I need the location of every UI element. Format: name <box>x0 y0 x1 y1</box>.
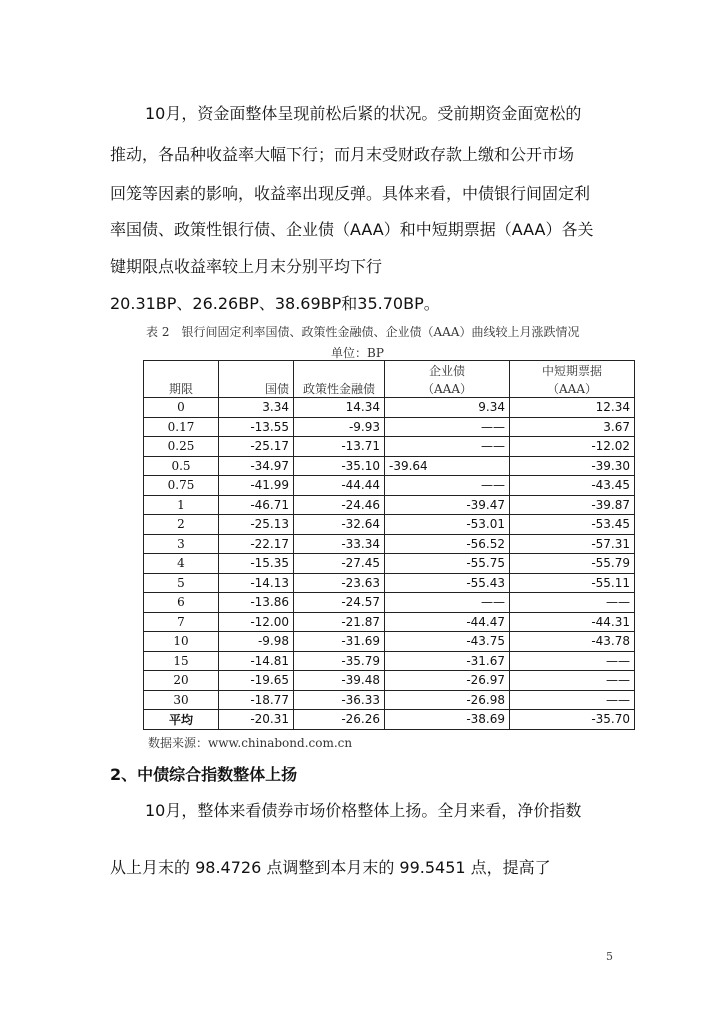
header-term: 期限 <box>144 379 219 398</box>
cell-mtn: -55.79 <box>510 554 635 574</box>
table-row <box>144 690 635 710</box>
cell-mtn: -57.31 <box>510 534 635 554</box>
cell-corp: -55.43 <box>385 573 510 593</box>
cell-policy: -26.26 <box>294 710 385 730</box>
cell-policy: -31.69 <box>294 632 385 652</box>
table-row <box>144 417 635 437</box>
cell-term: 3 <box>144 534 219 554</box>
cell-mtn: -39.30 <box>510 456 635 476</box>
table-row <box>144 554 635 574</box>
table-unit: 单位：BP <box>331 346 384 360</box>
table-header-row-bottom <box>144 379 635 398</box>
header-corp-bottom: （AAA） <box>385 379 510 398</box>
cell-govt: -34.97 <box>219 456 294 476</box>
cell-mtn: -44.31 <box>510 612 635 632</box>
cell-policy: -27.45 <box>294 554 385 574</box>
cell-corp: -26.97 <box>385 671 510 691</box>
paragraph-line: 20.31BP、26.26BP、38.69BP和35.70BP。 <box>110 294 440 313</box>
table-header-row-top <box>144 361 635 380</box>
cell-policy: -35.79 <box>294 651 385 671</box>
cell-policy: -33.34 <box>294 534 385 554</box>
paragraph-line: 回笼等因素的影响，收益率出现反弹。具体来看，中债银行间固定利 <box>110 184 591 203</box>
cell-govt: -46.71 <box>219 495 294 515</box>
cell-corp: -38.69 <box>385 710 510 730</box>
cell-corp: 9.34 <box>385 398 510 418</box>
cell-corp: -55.75 <box>385 554 510 574</box>
cell-mtn: —— <box>510 593 635 613</box>
header-govt-top <box>219 361 294 380</box>
cell-policy: -23.63 <box>294 573 385 593</box>
cell-term: 5 <box>144 573 219 593</box>
cell-govt: -41.99 <box>219 476 294 496</box>
table-row <box>144 651 635 671</box>
cell-corp: -53.01 <box>385 515 510 535</box>
cell-corp: -26.98 <box>385 690 510 710</box>
cell-term: 7 <box>144 612 219 632</box>
cell-govt: -15.35 <box>219 554 294 574</box>
cell-mtn: -35.70 <box>510 710 635 730</box>
cell-term: 6 <box>144 593 219 613</box>
cell-govt: -9.98 <box>219 632 294 652</box>
paragraph-line: 键期限点收益率较上月末分别平均下行 <box>110 257 383 276</box>
cell-term: 平均 <box>144 710 219 730</box>
cell-policy: -24.57 <box>294 593 385 613</box>
page-number: 5 <box>606 950 613 963</box>
cell-mtn: -55.11 <box>510 573 635 593</box>
cell-term: 0.75 <box>144 476 219 496</box>
paragraph-line: 10月，资金面整体呈现前松后紧的状况。受前期资金面宽松的 <box>145 104 582 123</box>
table-row <box>144 593 635 613</box>
cell-mtn: 3.67 <box>510 417 635 437</box>
cell-policy: 14.34 <box>294 398 385 418</box>
cell-corp: -39.64 <box>385 456 510 476</box>
cell-govt: 3.34 <box>219 398 294 418</box>
cell-policy: -24.46 <box>294 495 385 515</box>
section-heading: 2、中债综合指数整体上扬 <box>110 765 298 784</box>
cell-term: 10 <box>144 632 219 652</box>
table-row <box>144 456 635 476</box>
table-row <box>144 710 635 730</box>
yield-change-table <box>143 360 635 730</box>
cell-corp: —— <box>385 476 510 496</box>
cell-govt: -12.00 <box>219 612 294 632</box>
cell-mtn: —— <box>510 690 635 710</box>
cell-policy: -32.64 <box>294 515 385 535</box>
cell-corp: -31.67 <box>385 651 510 671</box>
cell-policy: -44.44 <box>294 476 385 496</box>
cell-govt: -18.77 <box>219 690 294 710</box>
cell-govt: -13.86 <box>219 593 294 613</box>
cell-term: 0 <box>144 398 219 418</box>
header-corp-top: 企业债 <box>385 361 510 380</box>
table-row <box>144 495 635 515</box>
header-govt: 国债 <box>219 379 294 398</box>
table-row <box>144 515 635 535</box>
cell-policy: -21.87 <box>294 612 385 632</box>
cell-govt: -14.13 <box>219 573 294 593</box>
cell-govt: -25.17 <box>219 437 294 457</box>
header-policy: 政策性金融债 <box>294 379 385 398</box>
table-row <box>144 632 635 652</box>
cell-policy: -36.33 <box>294 690 385 710</box>
cell-corp: —— <box>385 437 510 457</box>
cell-term: 0.5 <box>144 456 219 476</box>
header-term-top <box>144 361 219 380</box>
cell-corp: —— <box>385 417 510 437</box>
cell-govt: -14.81 <box>219 651 294 671</box>
cell-mtn: —— <box>510 651 635 671</box>
table-row <box>144 534 635 554</box>
cell-corp: -39.47 <box>385 495 510 515</box>
table-body <box>144 398 635 730</box>
cell-mtn: -53.45 <box>510 515 635 535</box>
cell-govt: -13.55 <box>219 417 294 437</box>
cell-govt: -22.17 <box>219 534 294 554</box>
cell-govt: -19.65 <box>219 671 294 691</box>
cell-policy: -13.71 <box>294 437 385 457</box>
cell-corp: -56.52 <box>385 534 510 554</box>
section-line: 从上月末的 98.4726 点调整到本月末的 99.5451 点，提高了 <box>110 858 551 877</box>
paragraph-line: 率国债、政策性银行债、企业债（AAA）和中短期票据（AAA）各关 <box>110 220 594 239</box>
table-source: 数据来源：www.chinabond.com.cn <box>148 736 353 750</box>
paragraph-line: 推动，各品种收益率大幅下行；而月末受财政存款上缴和公开市场 <box>110 145 575 164</box>
cell-policy: -39.48 <box>294 671 385 691</box>
table-caption: 表 2 银行间固定利率国债、政策性金融债、企业债（AAA）曲线较上月涨跌情况 <box>146 325 580 339</box>
cell-policy: -9.93 <box>294 417 385 437</box>
table-row <box>144 573 635 593</box>
header-mtn-bottom: （AAA） <box>510 379 635 398</box>
section-line: 10月，整体来看债券市场价格整体上扬。全月来看，净价指数 <box>145 801 582 820</box>
cell-mtn: -43.78 <box>510 632 635 652</box>
cell-term: 2 <box>144 515 219 535</box>
cell-corp: -43.75 <box>385 632 510 652</box>
table-row <box>144 437 635 457</box>
cell-govt: -20.31 <box>219 710 294 730</box>
table-row <box>144 671 635 691</box>
cell-term: 15 <box>144 651 219 671</box>
cell-corp: —— <box>385 593 510 613</box>
cell-policy: -35.10 <box>294 456 385 476</box>
header-mtn-top: 中短期票据 <box>510 361 635 380</box>
header-policy-top <box>294 361 385 380</box>
cell-mtn: -12.02 <box>510 437 635 457</box>
cell-mtn: 12.34 <box>510 398 635 418</box>
cell-mtn: -43.45 <box>510 476 635 496</box>
cell-govt: -25.13 <box>219 515 294 535</box>
cell-mtn: -39.87 <box>510 495 635 515</box>
cell-corp: -44.47 <box>385 612 510 632</box>
cell-term: 20 <box>144 671 219 691</box>
table-row <box>144 398 635 418</box>
cell-term: 0.25 <box>144 437 219 457</box>
cell-term: 4 <box>144 554 219 574</box>
cell-term: 0.17 <box>144 417 219 437</box>
table-row <box>144 612 635 632</box>
table-row <box>144 476 635 496</box>
cell-term: 30 <box>144 690 219 710</box>
cell-mtn: —— <box>510 671 635 691</box>
cell-term: 1 <box>144 495 219 515</box>
